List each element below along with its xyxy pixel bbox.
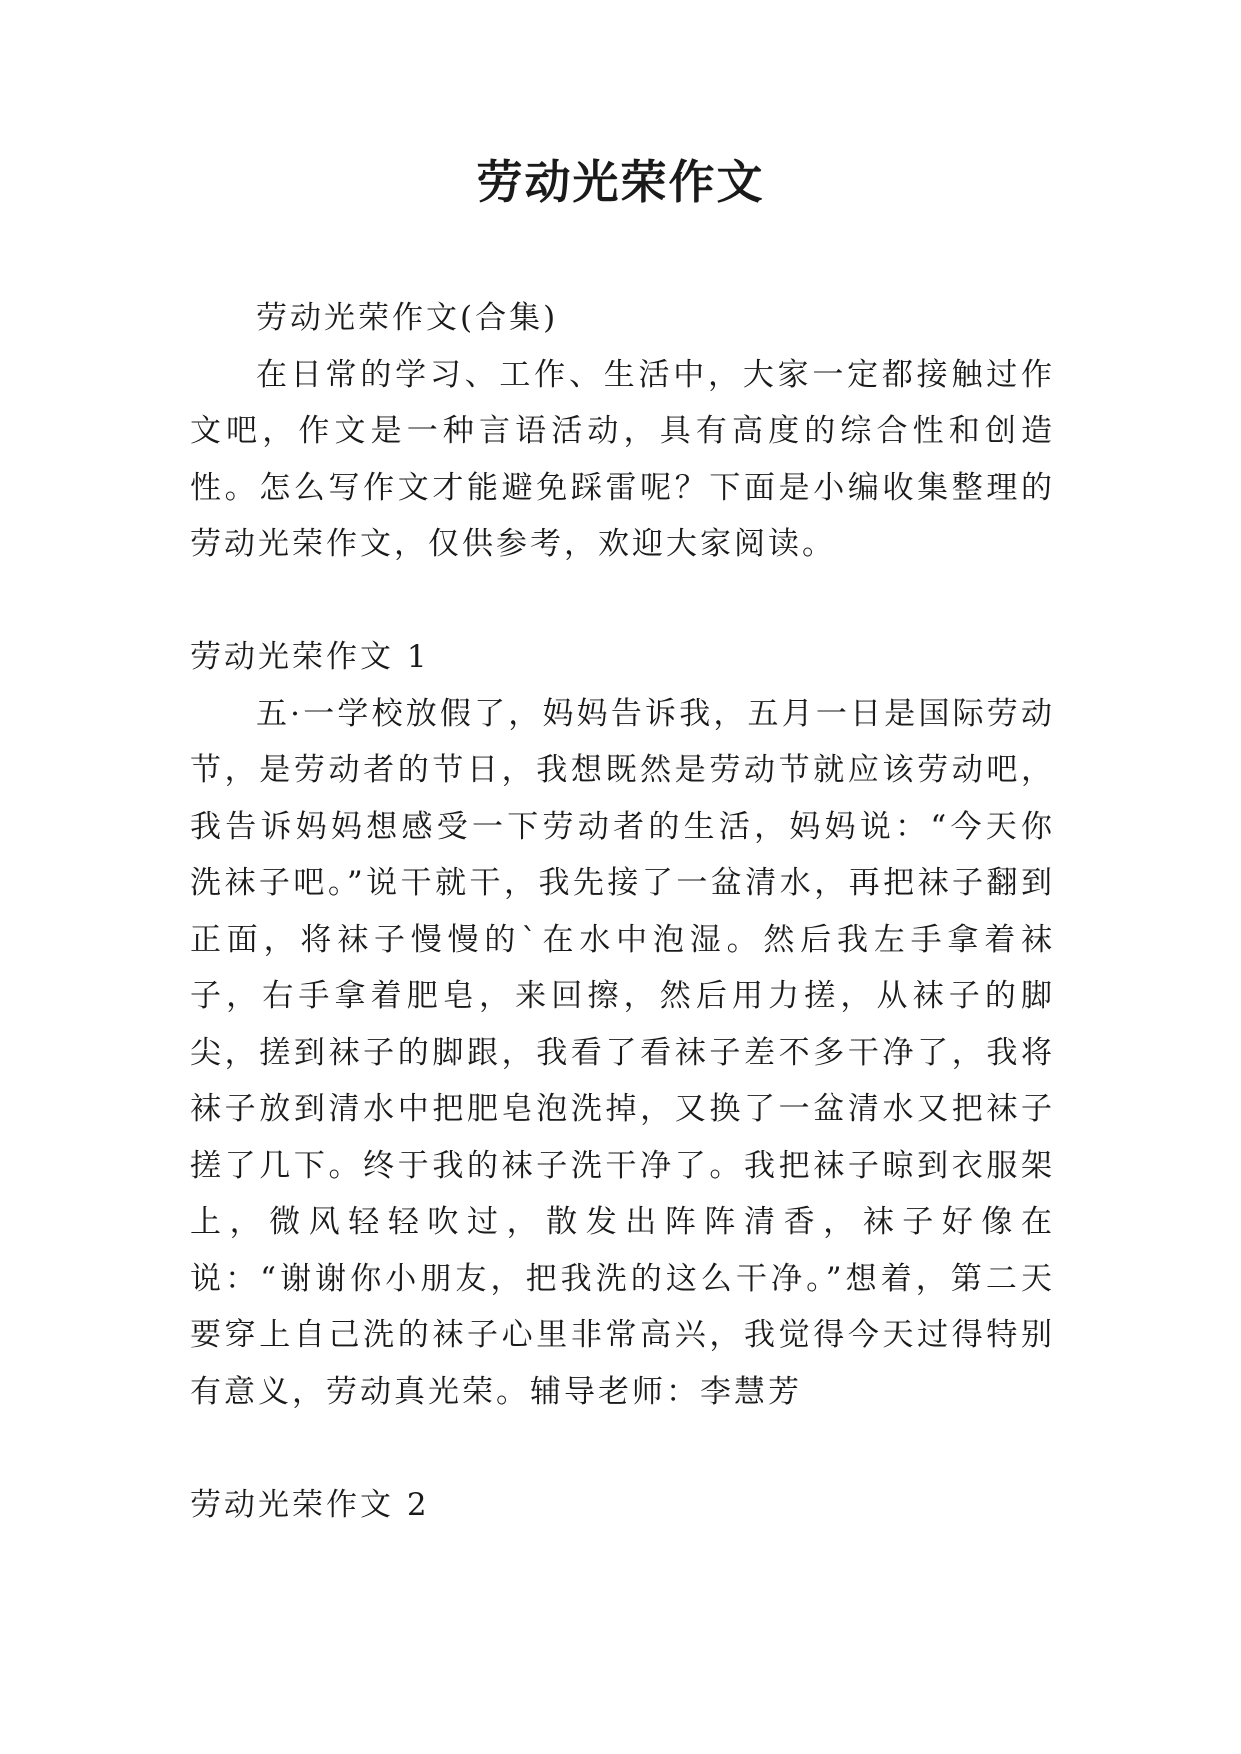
section-spacer [190,573,1055,630]
intro-line: 劳动光荣作文(合集) [256,300,559,336]
document-title: 劳动光荣作文 [476,155,765,209]
section-heading-1: 劳动光荣作文 1 [190,639,430,675]
section-heading-2: 劳动光荣作文 2 [190,1486,430,1523]
section-body-1: 五·一学校放假了，妈妈告诉我，五月一日是国际劳动节，是劳动者的节日，我想既然是劳动节就应该劳动吧，我告诉妈妈想感受一下劳动者的生活，妈妈说：“今天你洗袜子吧。”说干就干，我先接了一盆清水，再把袜子翻到正面，将袜子慢慢的`在水中泡湿。然后我左手拿着袜子，右手拿着肥皂，来回擦，然后用力搓，从袜子的脚尖，搓到袜子的脚跟，我看了看袜子差不多干净了，我将袜子放到清水中把肥皂泡洗掉，又换了一盆清水又把袜子搓了几下。终于我的袜子洗干净了。我把袜子晾到衣服架上，微风轻轻吹过，散发出阵阵清香，袜子好像在说：“谢谢你小朋友，把我洗的这么干净。”想着，第二天要穿上自己洗的袜子心里非常高兴，我觉得今天过得特别有意义，劳动真光荣。辅导老师：李慧芳 [190,695,1055,1410]
intro-paragraph: 在日常的学习、工作、生活中，大家一定都接触过作文吧，作文是一种言语活动，具有高度的综合性和创造性。怎么写作文才能避免踩雷呢？下面是小编收集整理的劳动光荣作文，仅供参考，欢迎大家阅读。 [190,356,1055,562]
document-body [190,290,1055,1533]
section-spacer [190,1420,1055,1477]
